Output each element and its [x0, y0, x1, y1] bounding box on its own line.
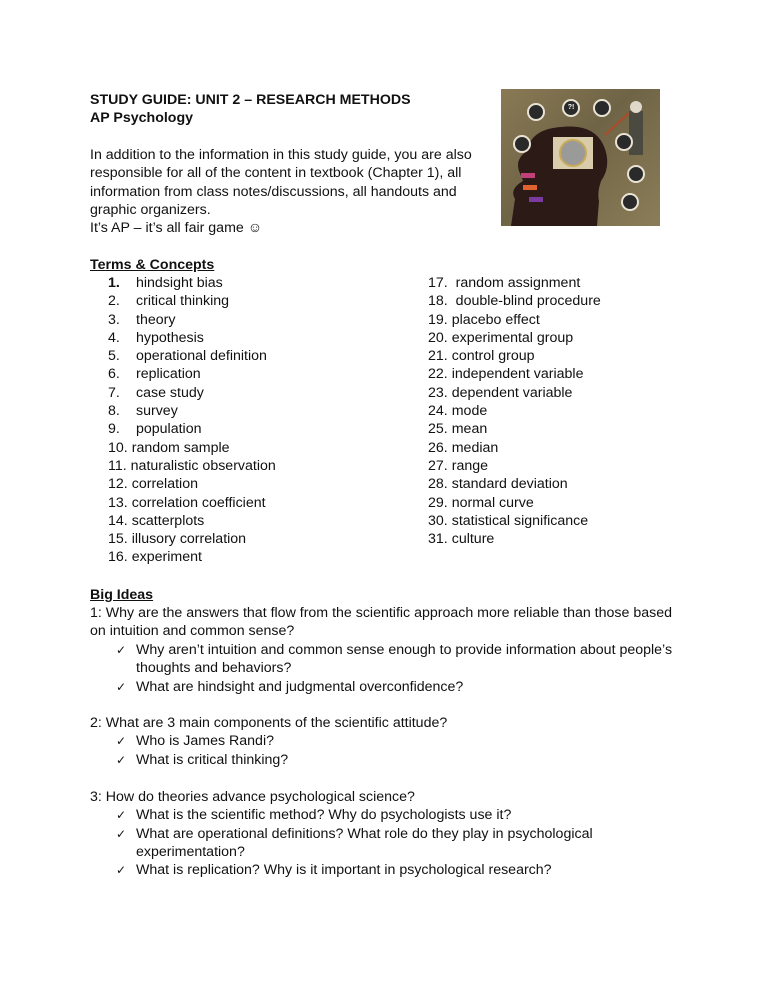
term-item: 29. normal curve — [428, 494, 534, 511]
term-item: 28. standard deviation — [428, 476, 568, 493]
term-item: 21. control group — [428, 348, 535, 365]
term-item: 9. population — [108, 421, 202, 438]
term-item: 7. case study — [108, 384, 204, 401]
thought-bubble-icon — [527, 103, 545, 121]
thought-bubble-icon — [627, 165, 645, 183]
terms-list-right — [428, 274, 601, 548]
term-item: 24. mode — [428, 403, 488, 420]
big-ideas-heading: Big Ideas — [90, 587, 154, 603]
intro-line: graphic organizers. — [90, 201, 211, 218]
sub-question: ✓ What is the scientific method? Why do psychologists use it? — [116, 807, 512, 823]
term-item: 30. statistical significance — [428, 512, 589, 529]
term-item: 3. theory — [108, 311, 176, 328]
term-item: 15. illusory correlation — [108, 531, 247, 548]
sub-question: ✓ What is replication? Why is it important in psychological research? — [116, 862, 552, 878]
thought-bubble-icon: ?! — [562, 99, 580, 117]
term-item: 14. scatterplots — [108, 512, 205, 529]
terms-heading: Terms & Concepts — [90, 257, 215, 273]
sub-question: ✓ What are hindsight and judgmental overconfidence? — [116, 679, 464, 695]
thought-bubble-icon — [615, 133, 633, 151]
term-item: 17. random assignment — [428, 275, 581, 291]
checkmark-icon: ✓ — [116, 753, 127, 767]
intro-paragraph — [90, 146, 480, 237]
sub-question: ✓ Who is James Randi? — [116, 733, 274, 749]
term-item: 31. culture — [428, 531, 495, 548]
term-item: 20. experimental group — [428, 329, 574, 346]
term-item: 27. range — [428, 457, 489, 474]
term-item: 18. double-blind procedure — [428, 293, 601, 310]
checkmark-icon: ✓ — [116, 808, 127, 822]
term-item: 13. correlation coefficient — [108, 494, 266, 511]
intro-line: information from class notes/discussions, all handouts and — [90, 183, 457, 200]
term-item: 25. mean — [428, 421, 488, 438]
psychology-illustration — [501, 89, 660, 226]
big-idea-question: 3: How do theories advance psychological science? — [90, 789, 415, 805]
sub-question: ✓ Why aren’t intuition and common sense enough to provide information about people’s thoughts and behaviors? — [116, 642, 673, 677]
checkmark-icon: ✓ — [116, 863, 127, 877]
term-item: 10. random sample — [108, 439, 230, 456]
term-item: 16. experiment — [108, 549, 202, 566]
term-item: 26. median — [428, 439, 499, 456]
checkmark-icon: ✓ — [116, 827, 127, 841]
document-subtitle: AP Psychology — [90, 110, 194, 126]
term-item: 22. independent variable — [428, 366, 584, 383]
sub-question: ✓ What are operational definitions? What role do they play in psychological experimentation? — [116, 826, 593, 861]
term-item: 12. correlation — [108, 476, 198, 493]
intro-line: In addition to the information in this study guide, you are also — [90, 147, 472, 163]
checkmark-icon: ✓ — [116, 734, 127, 748]
term-item: 6. replication — [108, 366, 201, 383]
term-item: 5. operational definition — [108, 348, 267, 365]
intro-line: responsible for all of the content in textbook (Chapter 1), all — [90, 165, 462, 182]
big-idea-question: 1: Why are the answers that flow from the scientific approach more reliable than those based on intuition and common sense? — [90, 605, 672, 640]
document-title: STUDY GUIDE: UNIT 2 – RESEARCH METHODS — [90, 92, 411, 108]
term-item: 23. dependent variable — [428, 384, 573, 401]
term-item: 8. survey — [108, 403, 178, 420]
intro-line: It’s AP – it’s all fair game ☺ — [90, 220, 263, 237]
terms-list-left — [108, 274, 276, 567]
thought-bubble-icon — [593, 99, 611, 117]
term-item: 4. hypothesis — [108, 329, 204, 346]
term-item: 19. placebo effect — [428, 311, 540, 328]
checkmark-icon: ✓ — [116, 680, 127, 694]
term-item: 11. naturalistic observation — [108, 457, 276, 474]
thought-bubble-icon — [621, 193, 639, 211]
sub-question: ✓ What is critical thinking? — [116, 752, 289, 768]
checkmark-icon: ✓ — [116, 643, 127, 657]
term-item: 1. hindsight bias — [108, 275, 223, 291]
thought-bubble-icon — [513, 135, 531, 153]
big-idea-question: 2: What are 3 main components of the scientific attitude? — [90, 715, 448, 731]
term-item: 2. critical thinking — [108, 293, 230, 310]
